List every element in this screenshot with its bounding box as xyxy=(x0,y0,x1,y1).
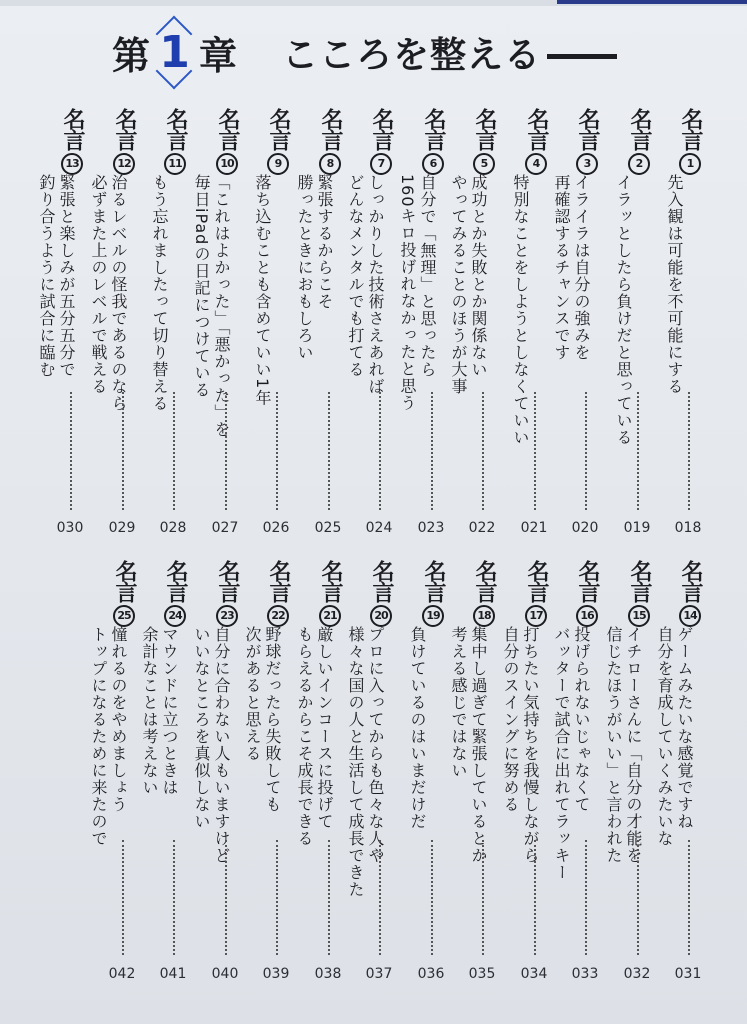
toc-entry[interactable] xyxy=(243,560,302,986)
quote-number: 4 xyxy=(525,153,547,175)
quote-number: 3 xyxy=(576,153,598,175)
toc-entry[interactable] xyxy=(613,108,663,540)
quote-label-text: 名言 xyxy=(627,560,652,602)
dotted-leader xyxy=(585,840,587,955)
dotted-leader xyxy=(173,840,175,955)
page-number: 042 xyxy=(108,966,136,982)
quote-text: もう忘れましたって切り替える xyxy=(150,174,169,412)
toc-entry[interactable] xyxy=(37,108,96,540)
quote-text: 集中し過ぎて緊張しているとか 考える感じではない xyxy=(449,626,488,864)
toc-entry[interactable] xyxy=(149,108,199,540)
quote-label-text: 名言 xyxy=(318,108,343,150)
quote-label xyxy=(318,560,342,627)
quote-text: 自分で「無理」と思ったら 160キロ投げれなかったと思う xyxy=(398,174,437,412)
quote-number: 16 xyxy=(576,605,598,627)
dotted-leader xyxy=(70,392,72,510)
quote-label-text: 名言 xyxy=(163,560,188,602)
quote-number: 13 xyxy=(61,153,83,175)
toc-entry[interactable] xyxy=(89,560,148,986)
page-number: 038 xyxy=(314,966,342,982)
quote-text: ゲームみたいな感覚ですね 自分を育成していくみたいな xyxy=(655,626,694,847)
quote-label-text: 名言 xyxy=(678,108,703,150)
dotted-leader xyxy=(225,392,227,510)
toc-entry[interactable] xyxy=(398,108,457,540)
quote-number: 18 xyxy=(473,605,495,627)
quote-text: しっかりした技術さえあれば どんなメンタルでも打てる xyxy=(346,174,385,395)
quote-label xyxy=(112,108,136,175)
page-number: 026 xyxy=(262,520,290,536)
quote-label xyxy=(369,560,393,627)
quote-text: イラッとしたら負けだと思っている xyxy=(614,174,633,446)
chapter-suffix: 章 xyxy=(199,33,239,78)
page-number: 019 xyxy=(623,520,651,536)
dotted-leader xyxy=(122,840,124,955)
quote-text: イライラは自分の強みを 再確認するチャンスです xyxy=(552,174,591,361)
quote-label xyxy=(266,560,290,627)
quote-label xyxy=(524,560,548,627)
quote-number: 15 xyxy=(628,605,650,627)
quote-label xyxy=(678,108,702,175)
title-dash xyxy=(547,54,617,59)
toc-entry[interactable] xyxy=(449,560,508,986)
quote-label-text: 名言 xyxy=(421,560,446,602)
quote-label xyxy=(524,108,548,175)
quote-label xyxy=(421,108,445,175)
toc-entry[interactable] xyxy=(295,108,354,540)
quote-label xyxy=(163,560,187,627)
dotted-leader xyxy=(431,392,433,510)
dotted-leader xyxy=(585,392,587,510)
quote-label-text: 名言 xyxy=(369,108,394,150)
quote-text: 厳しいインコースに投げて もらえるからこそ成長できる xyxy=(295,626,334,847)
dotted-leader xyxy=(328,392,330,510)
toc-entry[interactable] xyxy=(501,560,560,986)
quote-label xyxy=(472,560,496,627)
page-number: 024 xyxy=(365,520,393,536)
quote-text: 打ちたい気持ちを我慢しながら 自分のスイングに努める xyxy=(501,626,540,864)
quote-label xyxy=(215,560,239,627)
quote-text: 成功とか失敗とか関係ない やってみることのほうが大事 xyxy=(449,174,488,395)
quote-number: 11 xyxy=(164,153,186,175)
chapter-prefix: 第 xyxy=(112,33,152,78)
dotted-leader xyxy=(637,840,639,955)
quote-label-text: 名言 xyxy=(60,108,85,150)
chapter-heading xyxy=(112,22,617,82)
chapter-title xyxy=(282,27,617,78)
quote-number: 17 xyxy=(525,605,547,627)
dotted-leader xyxy=(379,840,381,955)
quote-text: 治るレベルの怪我であるのなら 必ずまた上のレベルで戦える xyxy=(89,174,128,412)
quote-text: 自分に合わない人もいますけど いいなところを真似しない xyxy=(192,626,231,864)
dotted-leader xyxy=(225,840,227,955)
page-number: 037 xyxy=(365,966,393,982)
quote-label-text: 名言 xyxy=(215,108,240,150)
chapter-number: 1 xyxy=(155,27,195,78)
toc-entry[interactable] xyxy=(510,108,560,540)
quote-label-text: 名言 xyxy=(627,108,652,150)
quote-label-text: 名言 xyxy=(524,108,549,150)
quote-text: 先入観は可能を不可能にする xyxy=(665,174,684,395)
toc-entry[interactable] xyxy=(604,560,663,986)
dotted-leader xyxy=(173,392,175,510)
quote-label-text: 名言 xyxy=(575,560,600,602)
dotted-leader xyxy=(688,840,690,955)
page-number: 029 xyxy=(108,520,136,536)
page-number: 025 xyxy=(314,520,342,536)
quote-number: 23 xyxy=(216,605,238,627)
quote-label-text: 名言 xyxy=(266,108,291,150)
quote-text: 負けているのはいまだけだ xyxy=(408,626,427,830)
page-number: 031 xyxy=(674,966,702,982)
quote-label-text: 名言 xyxy=(112,560,137,602)
quote-number: 19 xyxy=(422,605,444,627)
quote-label xyxy=(575,108,599,175)
dotted-leader xyxy=(688,392,690,510)
quote-label xyxy=(215,108,239,175)
quote-text: 緊張するからこそ 勝ったときにおもしろい xyxy=(295,174,334,361)
quote-number: 9 xyxy=(267,153,289,175)
quote-label xyxy=(112,560,136,627)
dotted-leader xyxy=(482,840,484,955)
page-number: 041 xyxy=(159,966,187,982)
page-number: 035 xyxy=(468,966,496,982)
page-number: 028 xyxy=(159,520,187,536)
quote-label-text: 名言 xyxy=(575,108,600,150)
quote-label xyxy=(60,108,84,175)
quote-number: 2 xyxy=(628,153,650,175)
dotted-leader xyxy=(276,840,278,955)
quote-label-text: 名言 xyxy=(369,560,394,602)
quote-label-text: 名言 xyxy=(215,560,240,602)
quote-label xyxy=(421,560,445,627)
page-number: 022 xyxy=(468,520,496,536)
dotted-leader xyxy=(637,392,639,510)
toc-entry[interactable] xyxy=(346,560,405,986)
toc-entry[interactable] xyxy=(346,108,405,540)
quote-number: 8 xyxy=(319,153,341,175)
dotted-leader xyxy=(534,392,536,510)
quote-number: 6 xyxy=(422,153,444,175)
quote-label xyxy=(318,108,342,175)
quote-text: 野球だったら失敗しても 次があると思える xyxy=(243,626,282,813)
page-number: 034 xyxy=(520,966,548,982)
quote-number: 21 xyxy=(319,605,341,627)
top-rule xyxy=(0,0,747,6)
quote-text: マウンドに立つときは 余計なことは考えない xyxy=(140,626,179,796)
toc-entry[interactable] xyxy=(192,108,251,540)
chapter-label xyxy=(112,25,238,80)
quote-number: 12 xyxy=(113,153,135,175)
quote-text: イチローさんに「自分の才能を 信じたほうがいい」と言われた xyxy=(604,626,643,864)
quote-number: 14 xyxy=(679,605,701,627)
toc-entry[interactable] xyxy=(664,108,714,540)
quote-label xyxy=(472,108,496,175)
dotted-leader xyxy=(534,840,536,955)
quote-number: 1 xyxy=(679,153,701,175)
page-number: 020 xyxy=(571,520,599,536)
quote-text: 特別なことをしようとしなくていい xyxy=(511,174,530,446)
quote-label-text: 名言 xyxy=(318,560,343,602)
quote-label-text: 名言 xyxy=(472,560,497,602)
quote-label-text: 名言 xyxy=(678,560,703,602)
dotted-leader xyxy=(482,392,484,510)
quote-text: 落ち込むことも含めていい1年 xyxy=(253,174,272,407)
quote-text: 投げられないじゃなくて バッターで試合に出れてラッキー xyxy=(552,626,591,881)
toc-entry[interactable] xyxy=(407,560,457,986)
quote-number: 5 xyxy=(473,153,495,175)
toc-entry[interactable] xyxy=(89,108,148,540)
quote-label xyxy=(369,108,393,175)
quote-number: 7 xyxy=(370,153,392,175)
quote-label-text: 名言 xyxy=(472,108,497,150)
toc-entry[interactable] xyxy=(552,108,611,540)
dotted-leader xyxy=(431,840,433,955)
page-number: 018 xyxy=(674,520,702,536)
quote-label-text: 名言 xyxy=(524,560,549,602)
quote-label-text: 名言 xyxy=(163,108,188,150)
page-number: 023 xyxy=(417,520,445,536)
toc-entry[interactable] xyxy=(655,560,714,986)
dotted-leader xyxy=(276,392,278,510)
page-number: 039 xyxy=(262,966,290,982)
quote-number: 22 xyxy=(267,605,289,627)
page-number: 040 xyxy=(211,966,239,982)
quote-number: 25 xyxy=(113,605,135,627)
top-rule-accent xyxy=(557,0,747,4)
quote-text: 「これはよかった」「悪かった」を 毎日iPadの日記につけている xyxy=(192,174,231,438)
quote-label-text: 名言 xyxy=(421,108,446,150)
dotted-leader xyxy=(379,392,381,510)
toc-entry[interactable] xyxy=(192,560,251,986)
page-number: 033 xyxy=(571,966,599,982)
quote-text: 憧れるのをやめましょう トップになるために来たので xyxy=(89,626,128,847)
chapter-title-text: こころを整える xyxy=(282,34,542,76)
quote-label xyxy=(678,560,702,627)
quote-number: 10 xyxy=(216,153,238,175)
toc-entry[interactable] xyxy=(449,108,508,540)
page-number: 027 xyxy=(211,520,239,536)
quote-label-text: 名言 xyxy=(112,108,137,150)
quote-label xyxy=(575,560,599,627)
quote-number: 20 xyxy=(370,605,392,627)
quote-label xyxy=(266,108,290,175)
dotted-leader xyxy=(328,840,330,955)
quote-number: 24 xyxy=(164,605,186,627)
dotted-leader xyxy=(122,392,124,510)
toc-entry[interactable] xyxy=(252,108,302,540)
quote-label xyxy=(627,108,651,175)
quote-label xyxy=(627,560,651,627)
page-number: 036 xyxy=(417,966,445,982)
page-number: 021 xyxy=(520,520,548,536)
quote-text: 緊張と楽しみが五分五分で 釣り合うように試合に臨む xyxy=(37,174,76,378)
page-number: 032 xyxy=(623,966,651,982)
page-number: 030 xyxy=(56,520,84,536)
toc-entry[interactable] xyxy=(552,560,611,986)
quote-text: プロに入ってからも色々な人や 様々な国の人と生活して成長できた xyxy=(346,626,385,898)
quote-label-text: 名言 xyxy=(266,560,291,602)
toc-entry[interactable] xyxy=(140,560,199,986)
toc-entry[interactable] xyxy=(295,560,354,986)
quote-label xyxy=(163,108,187,175)
